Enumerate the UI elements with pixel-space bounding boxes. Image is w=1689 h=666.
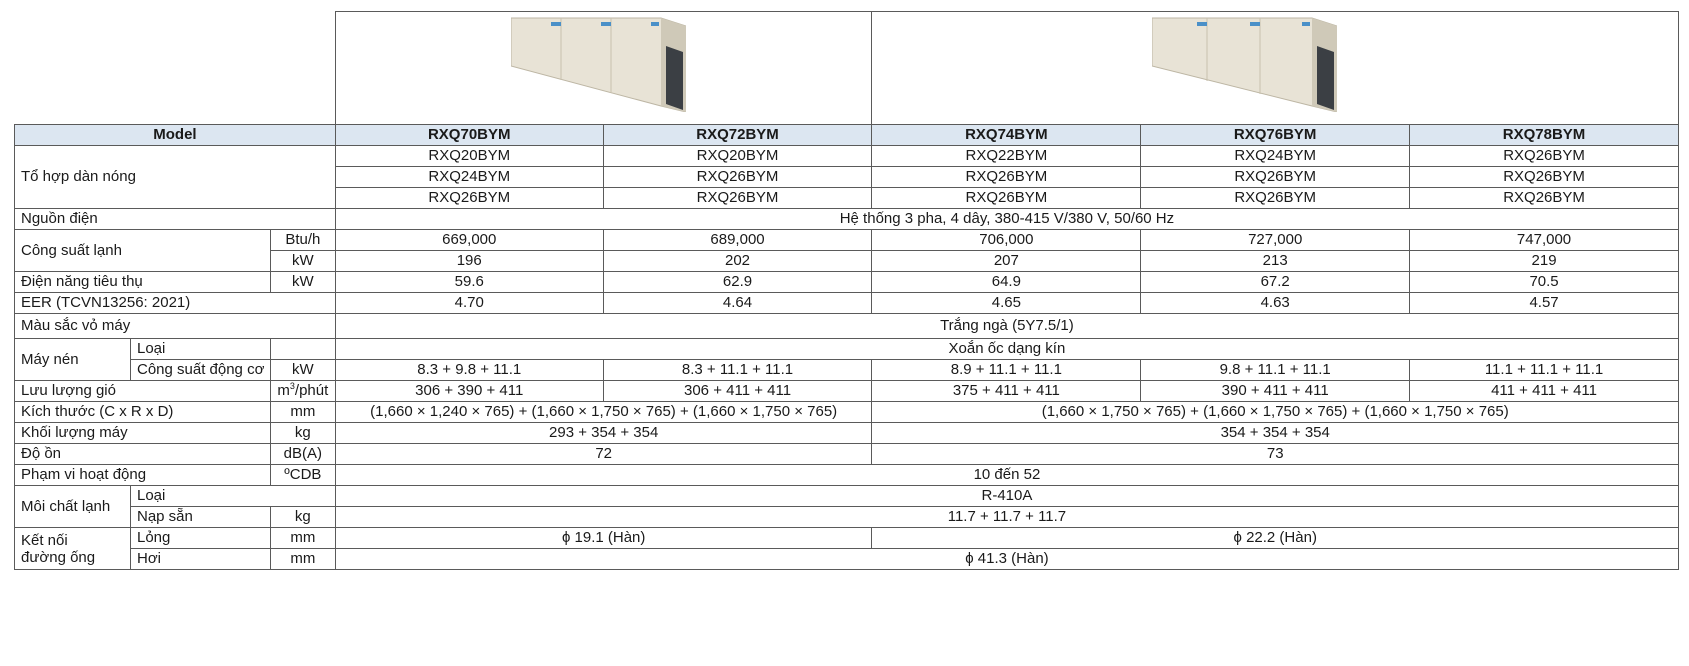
image-row [15,12,1679,125]
piping-gas-label: Hơi [130,549,270,570]
airflow-label: Lưu lượng gió [15,381,271,402]
dimensions-label: Kích thước (C x R x D) [15,402,271,423]
spec-sheet [14,11,1679,570]
combo-value: RXQ26BYM [1141,188,1410,209]
range-unit: ºCDB [270,465,335,486]
dimensions-row [15,402,1679,423]
consumption-unit: kW [270,272,335,293]
model-name: RXQ74BYM [872,125,1141,146]
compressor-type-label: Loại [130,339,270,360]
consumption-value: 70.5 [1410,272,1679,293]
weight-unit: kg [270,423,335,444]
combo-row [15,146,1679,167]
weight-label: Khối lượng máy [15,423,271,444]
capacity-kw-value: 219 [1410,251,1679,272]
model-header-row [15,125,1679,146]
eer-label: EER (TCVN13256: 2021) [15,293,336,314]
combo-value: RXQ26BYM [603,167,872,188]
capacity-kw-value: 213 [1141,251,1410,272]
noise-value-a: 72 [335,444,872,465]
capacity-kw-value: 207 [872,251,1141,272]
refrigerant-charge-row [15,507,1679,528]
noise-unit: dB(A) [270,444,335,465]
outdoor-unit-image-2 [872,12,1679,125]
capacity-btu-value: 706,000 [872,230,1141,251]
model-label: Model [15,125,336,146]
noise-row [15,444,1679,465]
compressor-power-value: 8.3 + 11.1 + 11.1 [603,360,872,381]
airflow-value: 306 + 390 + 411 [335,381,603,402]
refrigerant-type-value: R-410A [335,486,1678,507]
noise-label: Độ ồn [15,444,271,465]
airflow-unit: $m^3$/phút [270,381,335,402]
compressor-power-value: 9.8 + 11.1 + 11.1 [1141,360,1410,381]
capacity-btu-row [15,230,1679,251]
refrigerant-charge-value: 11.7 + 11.7 + 11.7 [335,507,1678,528]
capacity-label: Công suất lạnh [15,230,271,272]
outdoor-unit-illustration-icon [511,16,686,112]
consumption-value: 67.2 [1141,272,1410,293]
eer-value: 4.65 [872,293,1141,314]
airflow-value: 390 + 411 + 411 [1141,381,1410,402]
eer-value: 4.57 [1410,293,1679,314]
refrigerant-label: Môi chất lạnh [15,486,131,528]
range-label: Phạm vi hoạt động [15,465,271,486]
eer-value: 4.64 [603,293,872,314]
combo-value: RXQ26BYM [1410,167,1679,188]
combo-value: RXQ26BYM [603,188,872,209]
range-row [15,465,1679,486]
capacity-unit-kw: kW [270,251,335,272]
capacity-kw-value: 196 [335,251,603,272]
compressor-power-label: Công suất động cơ [130,360,270,381]
compressor-power-unit: kW [270,360,335,381]
outdoor-unit-image-1 [335,12,872,125]
combo-label: Tổ hợp dàn nóng [15,146,336,209]
weight-value-a: 293 + 354 + 354 [335,423,872,444]
capacity-btu-value: 747,000 [1410,230,1679,251]
dimensions-unit: mm [270,402,335,423]
piping-liquid-label: Lỏng [130,528,270,549]
combo-value: RXQ20BYM [335,146,603,167]
airflow-value: 375 + 411 + 411 [872,381,1141,402]
color-value: Trắng ngà (5Y7.5/1) [335,314,1678,339]
airflow-value: 306 + 411 + 411 [603,381,872,402]
compressor-power-row [15,360,1679,381]
compressor-label: Máy nén [15,339,131,381]
piping-gas-row [15,549,1679,570]
dimensions-value-b: (1,660 × 1,750 × 765) + (1,660 × 1,750 × 765) + (1,660 × 1,750 × 765) [872,402,1679,423]
combo-value: RXQ26BYM [1410,188,1679,209]
model-name: RXQ70BYM [335,125,603,146]
capacity-kw-value: 202 [603,251,872,272]
consumption-label: Điện năng tiêu thụ [15,272,271,293]
piping-label-line-2: đường ống [21,548,96,566]
power-value: Hệ thống 3 pha, 4 dây, 380-415 V/380 V, 50/60 Hz [335,209,1678,230]
combo-value: RXQ26BYM [1410,146,1679,167]
combo-value: RXQ26BYM [335,188,603,209]
eer-value: 4.70 [335,293,603,314]
consumption-row [15,272,1679,293]
capacity-btu-value: 727,000 [1141,230,1410,251]
piping-liquid-value-a: ϕ 19.1 (Hàn) [335,528,872,549]
combo-value: RXQ20BYM [603,146,872,167]
eer-value: 4.63 [1141,293,1410,314]
combo-value: RXQ24BYM [335,167,603,188]
model-name: RXQ78BYM [1410,125,1679,146]
piping-gas-unit: mm [270,549,335,570]
consumption-value: 59.6 [335,272,603,293]
piping-liquid-row [15,528,1679,549]
model-name: RXQ72BYM [603,125,872,146]
refrigerant-type-label: Loại [130,486,335,507]
weight-row [15,423,1679,444]
noise-value-b: 73 [872,444,1679,465]
color-row [15,314,1679,339]
compressor-power-value: 8.9 + 11.1 + 11.1 [872,360,1141,381]
combo-value: RXQ26BYM [872,167,1141,188]
compressor-power-value: 8.3 + 9.8 + 11.1 [335,360,603,381]
consumption-value: 62.9 [603,272,872,293]
spec-table [14,11,1679,570]
compressor-type-row [15,339,1679,360]
refrigerant-charge-label: Nạp sẵn [130,507,270,528]
weight-value-b: 354 + 354 + 354 [872,423,1679,444]
capacity-btu-value: 689,000 [603,230,872,251]
piping-liquid-value-b: ϕ 22.2 (Hàn) [872,528,1679,549]
color-label: Màu sắc vỏ máy [15,314,336,339]
consumption-value: 64.9 [872,272,1141,293]
airflow-value: 411 + 411 + 411 [1410,381,1679,402]
outdoor-unit-illustration-icon [1152,16,1337,112]
capacity-unit-btu: Btu/h [270,230,335,251]
power-row [15,209,1679,230]
piping-label-line-1: Kết nối [21,531,68,549]
piping-liquid-unit: mm [270,528,335,549]
model-name: RXQ76BYM [1141,125,1410,146]
refrigerant-charge-unit: kg [270,507,335,528]
piping-gas-value: ϕ 41.3 (Hàn) [335,549,1678,570]
refrigerant-type-row [15,486,1679,507]
compressor-power-value: 11.1 + 11.1 + 11.1 [1410,360,1679,381]
range-value: 10 đến 52 [335,465,1678,486]
combo-value: RXQ22BYM [872,146,1141,167]
combo-value: RXQ26BYM [1141,167,1410,188]
combo-value: RXQ24BYM [1141,146,1410,167]
compressor-type-value: Xoắn ốc dạng kín [335,339,1678,360]
capacity-btu-value: 669,000 [335,230,603,251]
eer-row [15,293,1679,314]
combo-value: RXQ26BYM [872,188,1141,209]
airflow-row [15,381,1679,402]
dimensions-value-a: (1,660 × 1,240 × 765) + (1,660 × 1,750 × 765) + (1,660 × 1,750 × 765) [335,402,872,423]
piping-label [15,528,131,570]
power-label: Nguồn điện [15,209,336,230]
